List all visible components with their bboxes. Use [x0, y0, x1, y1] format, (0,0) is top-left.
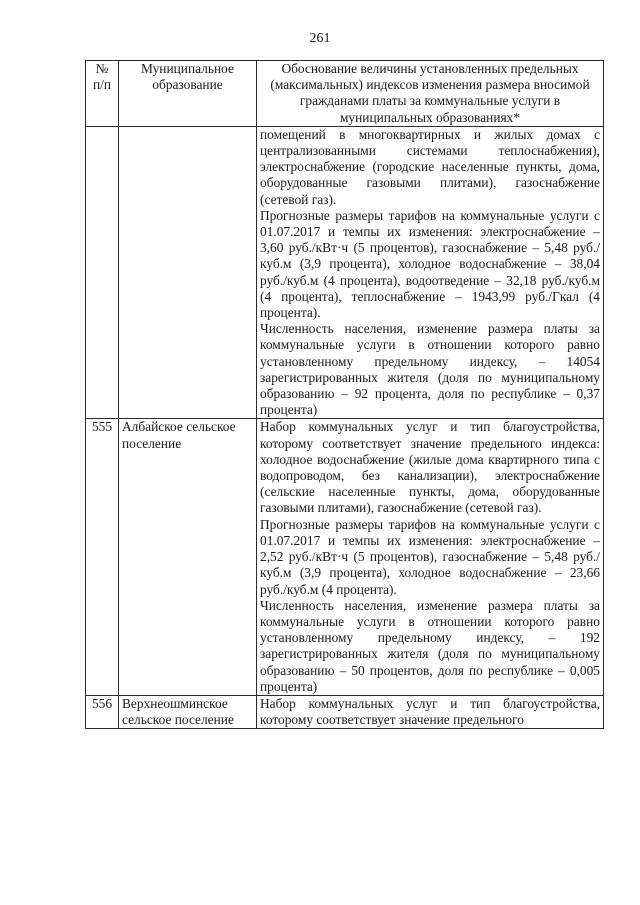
justification-paragraph: Набор коммунальных услуг и тип благоустройства, которому соответствует значение предельного: [260, 695, 600, 728]
table-row: [86, 126, 604, 419]
row-justification: [257, 419, 604, 695]
table-header-row: [86, 61, 604, 127]
justification-paragraph: Набор коммунальных услуг и тип благоустройства, которому соответствует значение предельного индекса: холодное водоснабжение (жилые дома квартирного типа с водопроводом, без канализации), электроснабжение (сельские населенные пункты, дома, оборудованные газовыми плитами), газоснабжение (сетевой газ).: [260, 419, 600, 516]
row-number: 555: [86, 419, 119, 695]
page-number: 261: [309, 31, 331, 46]
header-justification: Обоснование величины установленных предельных (максимальных) индексов изменения размера вносимой гражданами платы за коммунальные услуги в муниципальных образованиях*: [257, 61, 604, 127]
justification-paragraph: Прогнозные размеры тарифов на коммунальные услуги с 01.07.2017 и темпы их изменения: электроснабжение – 3,60 руб./кВт·ч (5 процентов), газоснабжение – 5,48 руб./куб.м (3,9 процента), холодное водоснабжение – 38,04 руб./куб.м (4 процента), водоотведение – 32,18 руб./куб.м (4 процента), теплоснабжение – 1943,99 руб./Гкал (4 процента).: [260, 207, 600, 321]
row-municipality: Верхнеошминское сельское поселение: [119, 695, 257, 728]
table-row: [86, 695, 604, 728]
justification-paragraph: Численность населения, изменение размера платы за коммунальные услуги в отношении которого равно установленному предельному индексу, – 14054 зарегистрированных жителя (доля по муниципальному образованию – 92 процента, доля по республике – 0,37 процента): [260, 321, 600, 418]
header-municipality: Муниципальное образование: [119, 61, 257, 127]
row-number: [86, 126, 119, 419]
header-number: № п/п: [86, 61, 119, 127]
table-row: [86, 419, 604, 695]
row-municipality: [119, 126, 257, 419]
justification-paragraph: помещений в многоквартирных и жилых домах с централизованными системами теплоснабжения), электроснабжение (городские населенные пункты, дома, оборудованные газовыми плитами), газоснабжение (сетевой газ).: [260, 126, 600, 207]
row-justification: [257, 126, 604, 419]
row-justification: [257, 695, 604, 728]
row-number: 556: [86, 695, 119, 728]
row-municipality: Албайское сельское поселение: [119, 419, 257, 695]
tariff-index-table: [85, 60, 604, 729]
justification-paragraph: Численность населения, изменение размера платы за коммунальные услуги в отношении которого равно установленному предельному индексу, – 192 зарегистрированных жителя (доля по муниципальному образованию – 50 процентов, доля по республике – 0,005 процента): [260, 597, 600, 694]
justification-paragraph: Прогнозные размеры тарифов на коммунальные услуги с 01.07.2017 и темпы их изменения: электроснабжение – 2,52 руб./кВт·ч (5 процентов), газоснабжение – 5,48 руб./куб.м (3,9 процента), холодное водоснабжение – 23,66 руб./куб.м (4 процента).: [260, 516, 600, 597]
